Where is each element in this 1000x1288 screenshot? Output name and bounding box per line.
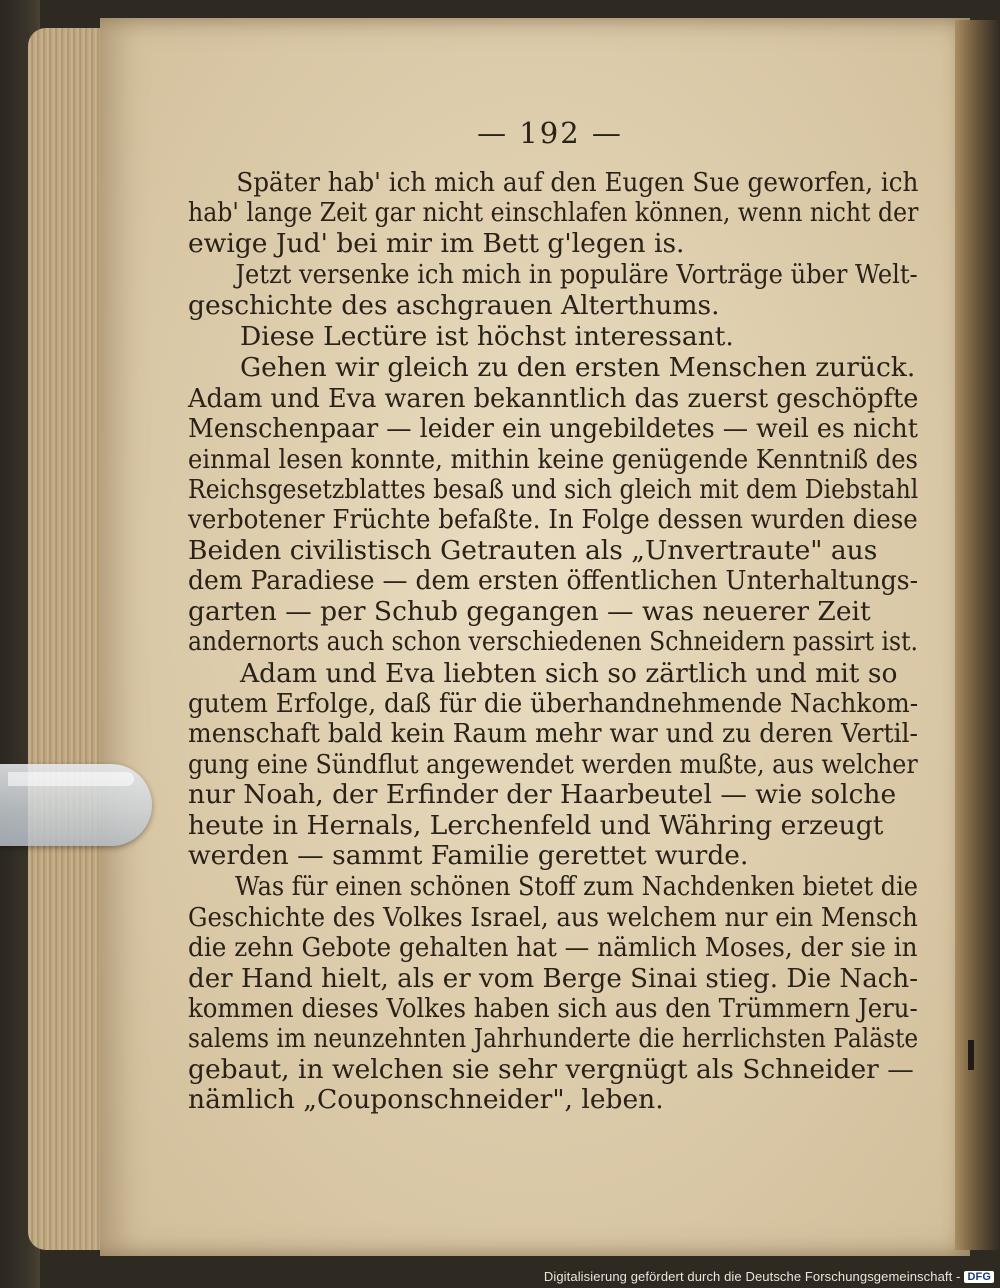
text-line: einmal lesen konnte, mithin keine genügende Kenntniß des	[188, 443, 918, 475]
text-line: Beiden civilistisch Getrauten als „Unvertraute" aus	[188, 534, 878, 566]
text-line: Menschenpaar — leider ein ungebildetes — weil es nicht	[188, 413, 918, 445]
paragraph-2	[188, 260, 918, 321]
text-line: ewige Jud' bei mir im Bett g'legen is.	[188, 227, 685, 259]
text-line: kommen dieses Volkes haben sich aus den Trümmern Jeru-	[188, 992, 918, 1024]
text-line: salems im neunzehnten Jahrhunderte die herrlichsten Paläste	[188, 1023, 919, 1055]
text-line: Adam und Eva liebten sich so zärtlich und mit so	[240, 657, 898, 689]
digitization-footer	[544, 1269, 994, 1284]
text-line: Diese Lectüre ist höchst interessant.	[240, 321, 734, 353]
book-gutter	[955, 20, 1000, 1250]
text-line: der Hand hielt, als er vom Berge Sinai stieg. Die Nach-	[188, 962, 919, 994]
dfg-logo-icon: DFG	[964, 1271, 994, 1283]
page-number: — 192 —	[477, 116, 623, 150]
footer-text: Digitalisierung gefördert durch die Deutsche Forschungsgemeinschaft -	[543, 1269, 961, 1284]
text-line: werden — sammt Familie gerettet wurde.	[188, 839, 749, 871]
text-line: geschichte des aschgrauen Alterthums.	[188, 289, 720, 321]
text-line: andernorts auch schon verschiedenen Schneidern passirt ist.	[188, 626, 918, 658]
text-line: garten — per Schub gegangen — was neuerer Zeit	[188, 595, 871, 627]
text-line: Reichsgesetzblattes besaß und sich gleich mit dem Diebstahl	[188, 474, 919, 506]
paragraph-5	[188, 659, 918, 872]
text-line: verbotener Früchte befaßte. In Folge dessen wurden diese	[188, 504, 918, 536]
text-line: Gehen wir gleich zu den ersten Menschen zurück.	[240, 352, 916, 384]
paragraph-4	[188, 353, 918, 657]
page-mark	[968, 1040, 974, 1070]
text-line: nämlich „Couponschneider", leben.	[188, 1084, 664, 1116]
page-text	[188, 168, 918, 1117]
text-line: Was für einen schönen Stoff zum Nachdenken bietet die	[235, 871, 918, 903]
text-line: gebaut, in welchen sie sehr vergnügt als Schneider —	[188, 1053, 914, 1085]
text-line: Jetzt versenke ich mich in populäre Vorträge über Welt-	[235, 259, 918, 291]
text-line: Geschichte des Volkes Israel, aus welchem nur ein Mensch	[188, 901, 918, 933]
text-line: nur Noah, der Erfinder der Haarbeutel — wie solche	[188, 779, 897, 811]
text-line: menschaft bald kein Raum mehr war und zu deren Vertil-	[188, 718, 919, 750]
text-line: gung eine Sündflut angewendet werden mußte, aus welcher	[188, 748, 918, 780]
paragraph-6	[188, 872, 918, 1115]
text-line: hab' lange Zeit gar nicht einschlafen können, wenn nicht der	[188, 197, 919, 229]
text-line: Später hab' ich mich auf den Eugen Sue geworfen, ich	[236, 167, 919, 198]
paragraph-3	[188, 322, 918, 352]
text-line: die zehn Gebote gehalten hat — nämlich Moses, der sie in	[188, 932, 918, 964]
paragraph-1	[188, 168, 918, 259]
plastic-bookmark-clip	[0, 764, 152, 846]
text-line: dem Paradiese — dem ersten öffentlichen Unterhaltungs-	[188, 565, 919, 597]
text-line: Adam und Eva waren bekanntlich das zuerst geschöpfte	[188, 382, 919, 414]
text-line: gutem Erfolge, daß für die überhandnehmende Nachkom-	[188, 687, 919, 719]
text-line: heute in Hernals, Lerchenfeld und Währing erzeugt	[188, 809, 884, 841]
